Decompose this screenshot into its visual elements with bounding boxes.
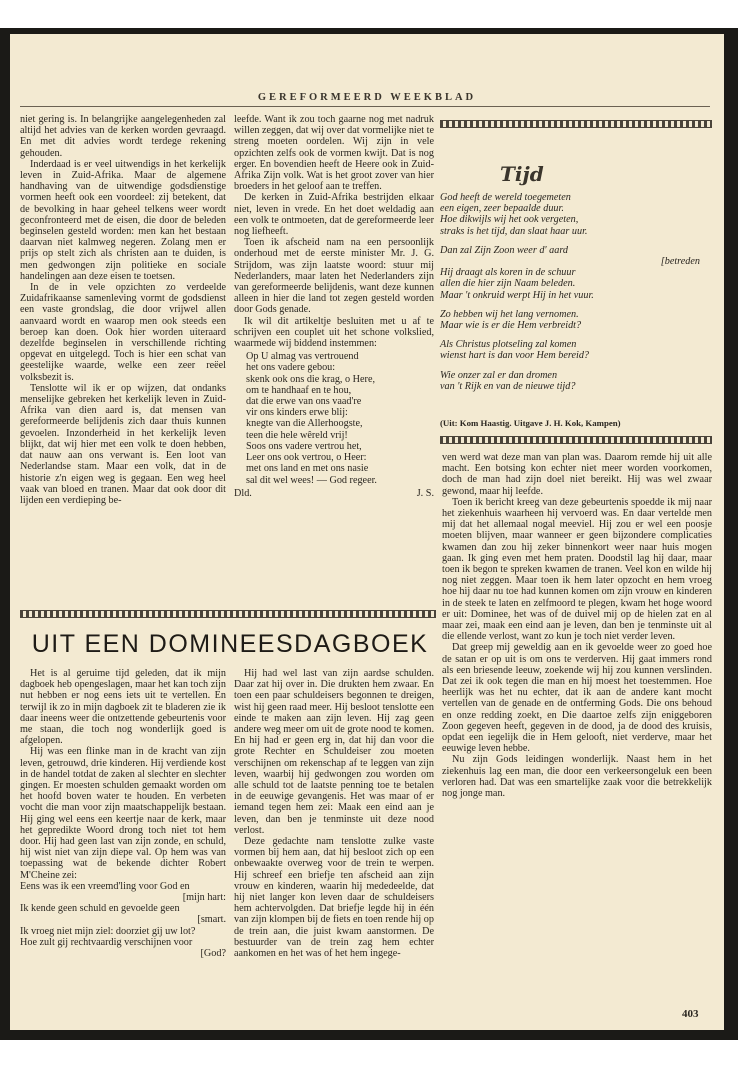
- poem-line: skenk ook ons die krag, o Here,: [246, 373, 376, 385]
- paragraph: Toen ik bericht kreeg van deze gebeurtenis spoedde ik mij naar het ziekenhuis waarheen hij vervoerd was. En daar vertelde men mij dat het allemaal nogal meeviel. Hij zou er wel een poosje moeten blijven, maar wanneer er geen bijzondere complicaties kwamen dan zou hij zeker binnenkort weer naar huis mogen gaan. Ik ging even met hem praten. Doodstil lag hij daar, maar toen ik begon te spreken kwamen de tranen. Veel kon en wilde hij nog niet zeggen. Maar toen ik hem later opzocht en hem vroeg hoe hij daar nu toe had kunnen komen om zijn vrouw en kinderen in de steek te laten en zelfmoord te plegen, kwam het hoge woord er uit: Dominee, het was of de duivel mij op de hielen zat en al maar zei, maak een eind aan je leven, dan ben je tenminste uit al die ellende verlost, want zo kun je toch niet verder leven.: [442, 496, 712, 643]
- poem-line: Leer ons ook vertrou, o Heer:: [246, 452, 367, 464]
- paragraph: Ik wil dit artikeltje besluiten met u af te schrijven een couplet uit het schone volkslied, waarmede wij biddend instemmen:: [234, 315, 434, 350]
- poem-line: Als Christus plotseling zal komen: [440, 339, 577, 351]
- poem-credit: (Uit: Kom Haastig. Uitgave J. H. Kok, Kampen): [440, 418, 621, 428]
- scan-edge-bottom: [0, 1030, 738, 1040]
- poem-line: om te handhaaf en te hou,: [246, 384, 352, 396]
- poem-line: wienst hart is dan voor Hem bereid?: [440, 350, 590, 362]
- paragraph: Inderdaad is er veel uitwendigs in het kerkelijk leven in Zuid-Afrika. Maar de algemene handhaving van de uitwendige godsdienstige vormen heeft ook een voordeel: zij betekent, dat de bevolking in haar geheel telkens weer wordt geconfronteerd met de eisen, die door de beleden beginselen gesteld worden: men kan het bestaan daarvan niet kalmweg negeren. Zolang men er prijs op stelt zich als christen aan te duiden, is men gedwongen zijn politieke en sociale handelingen aan deze eisen te toetsen.: [20, 158, 226, 282]
- poem-line: Maar wie is er die Hem verbreidt?: [440, 320, 582, 332]
- poem-line: [mijn hart:: [182, 892, 226, 904]
- poem-line: een eigen, zeer bepaalde duur.: [440, 203, 564, 215]
- anthem-verse: [246, 351, 434, 485]
- scan-edge-left: [0, 28, 10, 1038]
- paragraph: Het is al geruime tijd geleden, dat ik mijn dagboek heb opengeslagen, maar het kan toch zijn nut hebben er nog eens iets uit te vertellen. En terwijl ik zo in mijn dagboek zit te bladeren zie ik daar ineens weer die ontzettende gebeurtenis voor me staan, die toch nog wonderlijk goed is afgelopen.: [20, 668, 226, 747]
- article-column-3: [442, 452, 712, 799]
- poem-line: Zo hebben wij het lang vernomen.: [440, 308, 579, 320]
- paragraph: Nu zijn Gods leidingen wonderlijk. Naast hem in het ziekenhuis lag een man, die door een verkeersongeluk een been verloren had. Dat was een smartelijke zaak voor die betrekkelijk nog jonge man.: [442, 754, 712, 800]
- poem-line: met ons land en met ons nasie: [246, 463, 369, 475]
- quoted-verse: [20, 881, 226, 959]
- paragraph: niet gering is. In belangrijke aangelegenheden zal altijd het advies van de kerken worden gevraagd. En met dit advies wordt terdege rekening gehouden.: [20, 114, 226, 159]
- paragraph: In de in vele opzichten zo verdeelde Zuidafrikaanse samenleving vormt de godsdienst een vaste grondslag, die door vrijwel allen aanvaard wordt en waarop men ook steeds een beroep kan doen. Ook hier worden uiteraard dezelfde beginselen in verschillende richting opgevat en uitgelegd. Toch is hier een schat van geestelijke waarde, welke een zeer reëel volksbezit is.: [20, 282, 226, 383]
- scan-top-margin: [0, 0, 738, 28]
- poem-stanza: [440, 245, 712, 301]
- poem-box-border-bottom: [440, 436, 712, 444]
- paragraph: De kerken in Zuid-Afrika bestrijden elkaar niet, leven in vrede. En het doet weldadig aan een volk te ontmoeten, dat de gereformeerde leer nog liefheeft.: [234, 192, 434, 238]
- signature-initials: J. S.: [416, 487, 434, 499]
- page-number: 403: [682, 1008, 699, 1020]
- paragraph: Hij had wel last van zijn aardse schulden. Daar zat hij over in. Die drukten hem zwaar. En toen een paar schuldeisers begonnen te dreigen, wist hij geen raad meer. Hij besloot tenslotte een einde te maken aan zijn leven. Hij zag geen andere weg meer om uit de grote nood te komen. En hij had er geen erg in, dat hij dan voor die grote Rechter en Schuldeiser zou moeten verschijnen om rekenschap af te leggen van zijn leven, waarbij hij gedwongen zou worden om alle schuld tot de laatste penning toe te betalen in de eeuwige gevangenis. Het was maar of er iemand tegen hem zei: Maak een eind aan je leven, dan ben je tenminste uit deze nood verlost.: [234, 668, 434, 836]
- poem-line: knegte van die Allerhoogste,: [246, 418, 363, 430]
- signature-place: Dld.: [234, 487, 252, 499]
- poem-stanza: [440, 309, 712, 331]
- article-column-4: [20, 668, 226, 959]
- poem-line: dat die erwe van ons vaad're: [246, 396, 362, 408]
- poem-box-border-top: [440, 120, 712, 128]
- poem-line: van 't Rijk en van de nieuwe tijd?: [440, 380, 576, 392]
- paragraph: ven werd wat deze man van plan was. Daarom remde hij uit alle macht. Een botsing kon echter niet meer worden voorkomen, doch de man had zijn doel niet bereikt. Hij was wel zwaar gewond, maar hij leefde.: [442, 452, 712, 497]
- article-headline: UIT EEN DOMINEESDAGBOEK: [31, 630, 429, 658]
- article-column-5: [234, 668, 434, 959]
- poem-line: Soos ons vadere vertrou het,: [246, 440, 362, 452]
- poem-line: Op U almag vas vertrouend: [246, 351, 359, 363]
- poem-line: allen die hier zijn Naam beleden.: [440, 278, 576, 290]
- paragraph: Tenslotte wil ik er op wijzen, dat ondanks menselijke gebreken het kerkelijk leven in Zuid-Afrika van dien aard is, dat mensen van gereformeerde belijdenis zich daar thuis kunnen gevoelen. Inzonderheid in het kerkelijk leven blijkt, dat wij hier met een volk te doen hebben, dat nauw aan ons verwant is. Een loot van Nederlandse stam. Maar een volk, dat in de historie z'n eigen weg is gegaan. Een weg heel vaak van bloed en tranen. Maar dat ook door dit lijden een verdieping be-: [20, 382, 226, 506]
- poem-line: Wie onzer zal er dan dromen: [440, 369, 558, 381]
- poem-line: vir ons kinders erwe blij:: [246, 407, 348, 419]
- poem-line: Eens was ik een vreemd'ling voor God en: [20, 880, 190, 892]
- poem-line: straks is het tijd, dan slaat haar uur.: [440, 225, 588, 237]
- paragraph: Deze gedachte nam tenslotte zulke vaste vormen bij hem aan, dat hij besloot zich op een onbewaakte overweg voor de trein te werpen. Hij schreef een briefje ten afscheid aan zijn vrouw en kinderen, waarin hij mededeelde, dat hij niet langer kon leven daar de schuldeisers hem achtervolgden. Dat briefje legde hij in één van zijn klompen bij de fiets en toen rende hij op de trein aan, die juist kwam aanstormen. De bestuurder van de trein zag hem echter aankomen en het was of het hem ingege-: [234, 836, 434, 960]
- poem-line: Ik vroeg niet mijn ziel: doorziet gij uw lot?: [20, 925, 196, 937]
- poem-title: Tijd: [500, 162, 544, 186]
- poem-line: Hoe dikwijls wij het ook vergeten,: [440, 214, 579, 226]
- article-signature: [234, 488, 434, 499]
- poem-line: Maar 't onkruid werpt Hij in het vuur.: [440, 289, 594, 301]
- article-column-1: [20, 114, 226, 506]
- poem-line: het ons vadere gebou:: [246, 362, 336, 374]
- poem-stanza: [440, 370, 712, 392]
- paragraph: Hij was een flinke man in de kracht van zijn leven, getrouwd, drie kinderen. Hij verdiende kost in de handel totdat de zaken al slechter en slechter gingen. Er moesten schulden gemaakt worden om het hoofd boven water te houden. En verbeten vocht die man voor zijn maatschappelijk bestaan. Hij ging wel eens een keertje naar de kerk, maar het gepredikte Woord drong toch niet tot hem door. Hij had geen last van zijn zonde, en schuld, hij wist niet van zijn diepe val. Op hem was van toepassing wat de bekende dichter Robert M'Cheine zei:: [20, 746, 226, 881]
- poem-line: Hij draagt als koren in de schuur: [440, 267, 576, 279]
- scan-edge-right: [724, 28, 738, 1038]
- poem-stanza: [440, 339, 712, 361]
- paragraph: Dat greep mij geweldig aan en ik gevoelde weer zo goed hoe de satan er op uit is om ons te verderven. Hij gaat immers rond als een briesende leeuw, zoekende wij hij zou kunnen verslinden. Dat zei ik ook tegen die man en hij moest het toestemmen. Hoe heerlijk was het nu echter, dat ik aan de andere kant mocht vertellen van de genade en de ontferming Gods. Die ons behoud en onze redding zoekt, en Die daartoe zelfs zijn eniggeboren Zoon gegeven heeft, gegeven in de dood, ja de dood des kruisis, opdat een iegelijk die in Hem gelooft, niet verderve, maar het eeuwige leven hebbe.: [442, 642, 712, 755]
- poem-line: [God?: [200, 948, 226, 960]
- magazine-page: [10, 34, 724, 1030]
- article-column-2: [234, 114, 434, 499]
- header-rule: [20, 106, 710, 107]
- poem-line: [smart.: [197, 914, 226, 926]
- paragraph: Toen ik afscheid nam na een persoonlijk onderhoud met de eerste minister Mr. J. G. Strijdom, was zijn laatste woord: stuur mij Nederlanders, maar laten het Nederlanders zijn van gereformeerde belijdenis, want deze kunnen alleen in hier die land tot zegen gesteld worden door Gods genade.: [234, 237, 434, 316]
- paragraph: leefde. Want ik zou toch gaarne nog met nadruk willen zeggen, dat wij over dat vormelijke niet te streng moeten oordelen. Wij zijn in vele opzichten zelfs ook de vormen kwijt. Dat is nog erger. En bovendien heeft de Heere ook in Zuid-Afrika Zijn volk. Wat is het groot zover van hier broeders in het geloof aan te treffen.: [234, 114, 435, 193]
- poem-line: Dan zal Zijn Zoon weer d' aard: [440, 244, 569, 256]
- running-header: GEREFORMEERD WEEKBLAD: [257, 92, 477, 103]
- poem-line: God heeft de wereld toegemeten: [440, 192, 571, 203]
- poem-line: teen die hele wêreld vrij!: [246, 429, 348, 441]
- poem-stanza: [440, 192, 712, 237]
- poem-box: [440, 192, 712, 400]
- poem-line: Hoe zult gij rechtvaardig verschijnen voor: [20, 936, 193, 948]
- poem-line: Ik kende geen schuld en gevoelde geen: [20, 903, 180, 915]
- poem-line: sal dit wel wees! — God regeer.: [246, 474, 377, 486]
- poem-line: [betreden: [660, 256, 700, 268]
- section-divider: [20, 610, 436, 618]
